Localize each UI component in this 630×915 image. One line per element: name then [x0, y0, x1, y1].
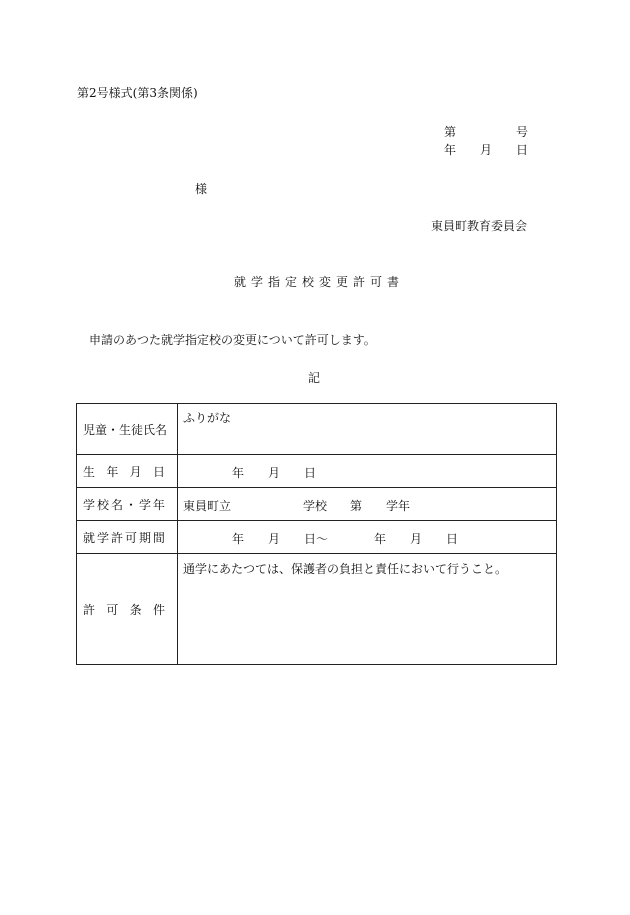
birthdate-cell	[178, 455, 557, 488]
label-char: 間	[152, 530, 165, 545]
label-char: 日	[152, 464, 165, 479]
school-grade-cell	[178, 488, 557, 521]
birth-day: 日	[304, 466, 317, 480]
label-char: 名	[110, 497, 123, 512]
row-birthdate	[77, 455, 557, 488]
to-year: 年	[374, 532, 387, 546]
grade-suffix: 学年	[386, 499, 411, 513]
issue-date	[440, 141, 530, 157]
label-char: 学	[138, 497, 151, 512]
label-char: 件	[152, 602, 165, 617]
label-char: 年	[106, 464, 119, 479]
row-conditions	[77, 554, 557, 665]
label-char: 生	[83, 464, 96, 479]
label-birthdate	[77, 455, 178, 488]
date-month: 月	[480, 143, 493, 157]
details-table	[76, 403, 557, 665]
label-char: 年	[152, 497, 165, 512]
issuer-name: 東員町教育委員会	[431, 219, 528, 233]
label-char: 期	[138, 530, 151, 545]
label-permit-period	[77, 521, 178, 554]
to-month: 月	[410, 532, 423, 546]
school-suffix: 学校	[303, 499, 328, 513]
town-school-prefix: 東員町立	[183, 499, 232, 513]
label-char: 可	[124, 530, 137, 545]
grade-prefix: 第	[350, 499, 363, 513]
label-char: 学	[83, 497, 96, 512]
label-char: 可	[106, 602, 119, 617]
document-number	[440, 123, 530, 139]
condition-text: 通学にあたつては、保護者の負担と責任において行うこと。	[183, 562, 508, 576]
label-char: 就	[83, 530, 96, 545]
date-day: 日	[516, 143, 529, 157]
from-day: 日〜	[304, 532, 329, 546]
row-student-name	[77, 404, 557, 455]
number-suffix: 号	[516, 125, 529, 139]
label-char: 許	[110, 530, 123, 545]
label-conditions	[77, 554, 178, 665]
birth-month: 月	[268, 466, 281, 480]
label-char: 学	[96, 530, 109, 545]
form-number-label: 第2号様式(第3条関係)	[77, 86, 198, 100]
to-day: 日	[446, 532, 459, 546]
permit-period-cell	[178, 521, 557, 554]
label-char: 許	[83, 602, 96, 617]
student-name-cell	[178, 404, 557, 455]
label-char: 条	[129, 602, 142, 617]
document-title: 就学指定校変更許可書	[234, 275, 405, 289]
from-year: 年	[232, 532, 245, 546]
ki-label: 記	[308, 371, 321, 385]
row-school-grade	[77, 488, 557, 521]
recipient-honorific: 様	[195, 182, 208, 196]
conditions-cell	[178, 554, 557, 665]
number-prefix: 第	[444, 125, 457, 139]
label-school-grade	[77, 488, 178, 521]
label-char: 月	[129, 464, 142, 479]
label-student-name: 児童・生徒氏名	[77, 404, 178, 455]
label-char: 校	[96, 497, 109, 512]
date-year: 年	[444, 143, 457, 157]
furigana-label: ふりがな	[183, 411, 232, 425]
birth-year: 年	[232, 466, 245, 480]
label-char: ・	[124, 497, 137, 512]
body-text: 申請のあつた就学指定校の変更について許可します。	[89, 333, 376, 347]
row-permit-period	[77, 521, 557, 554]
from-month: 月	[268, 532, 281, 546]
